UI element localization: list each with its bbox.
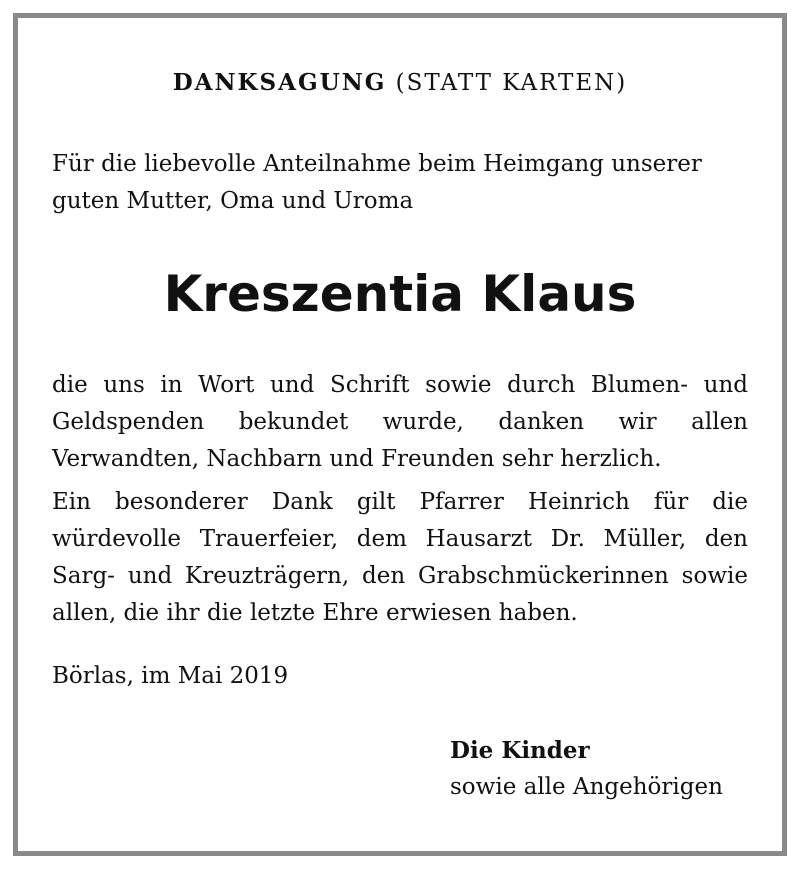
signature-block	[450, 733, 770, 805]
place-date: Börlas, im Mai 2019	[52, 663, 289, 689]
intro-text: Für die liebevolle Anteilnahme beim Heimgang unserer guten Mutter, Oma und Uroma	[52, 151, 702, 214]
heading-title: DANKSAGUNG	[172, 69, 387, 96]
notice-heading	[0, 68, 800, 98]
heading-subtitle: (STATT KARTEN)	[395, 70, 628, 96]
signature-line-1: Die Kinder	[450, 737, 590, 764]
thanks-paragraph: die uns in Wort und Schrift sowie durch Blumen- und Geldspenden bekundet wurde, danken wir allen Verwandten, Nachbarn und Freunden sehr herzlich.	[52, 372, 748, 472]
signature-line-2: sowie alle Angehörigen	[450, 774, 723, 800]
special-thanks-paragraph: Ein besonderer Dank gilt Pfarrer Heinrich für die würdevolle Trauerfeier, dem Hausarzt Dr. Müller, den Sarg- und Kreuzträgern, den Grabschmückerinnen sowie allen, die ihr die letzte Ehre erwiesen haben.	[52, 489, 748, 626]
deceased-name: Kreszentia Klaus	[163, 265, 637, 323]
